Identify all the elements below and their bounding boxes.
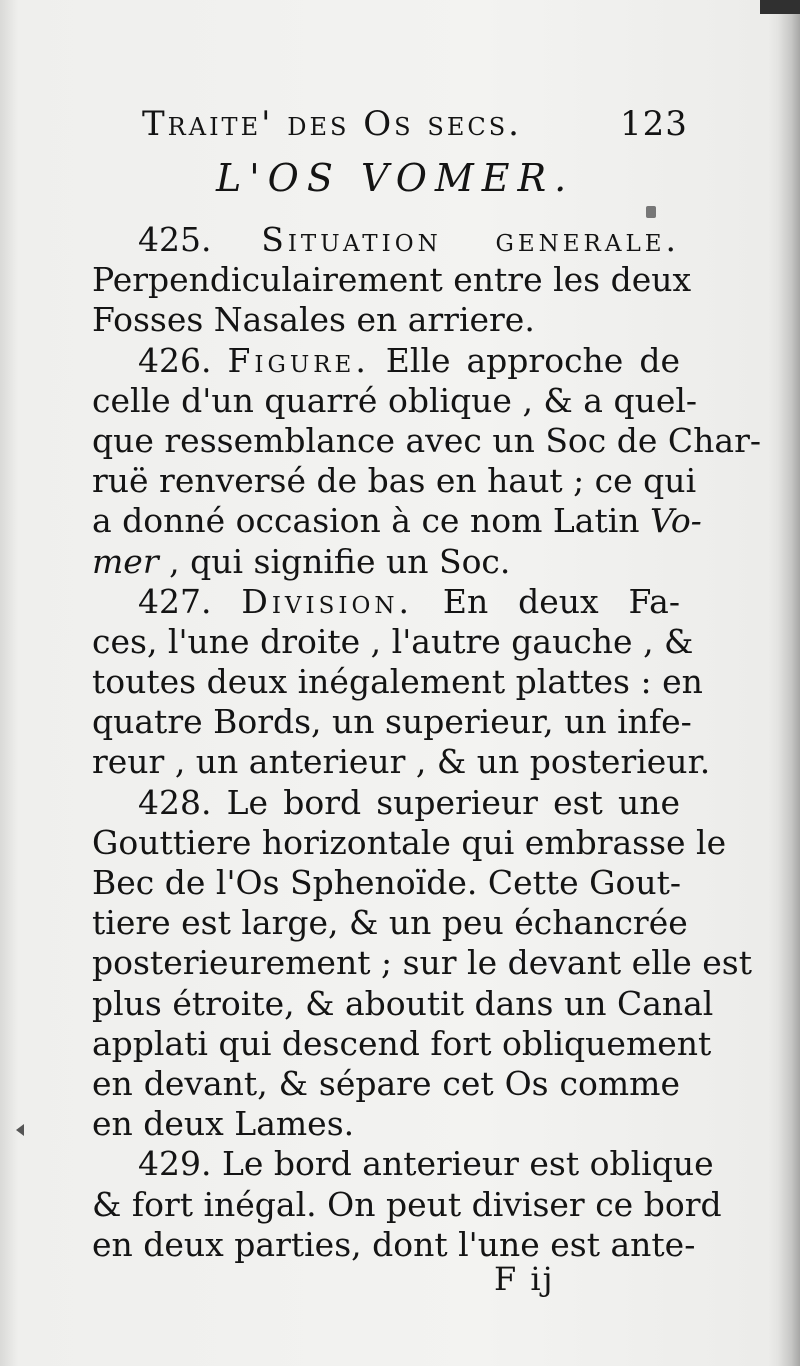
paragraph-heading: Figure. <box>227 340 370 380</box>
margin-mark <box>16 1124 24 1136</box>
text-line: Perpendiculairement entre les deux <box>92 260 692 300</box>
text-line: Bec de l'Os Sphenoïde. Cette Gout- <box>92 863 682 902</box>
paragraph-number: 428. <box>138 782 212 822</box>
text-line: en devant, & sépare cet Os comme <box>92 1063 680 1103</box>
paragraph-number: 426. <box>138 340 212 380</box>
text-line: tiere est large, & un peu échancrée <box>92 903 688 943</box>
text-line: que ressemblance avec un Soc de Char- <box>92 420 762 460</box>
running-head-title: Traite' des Os secs. <box>142 104 522 144</box>
latin-word-part: Vo- <box>650 501 702 541</box>
running-head <box>142 104 702 144</box>
text-line: Gouttiere horizontale qui embrasse le <box>92 822 727 862</box>
text-line: ruë renversé de bas en haut ; ce qui <box>92 461 697 501</box>
text-line: plus étroite, & aboutit dans un Canal <box>92 983 714 1023</box>
text-line: & fort inégal. On peut diviser ce bord <box>92 1184 722 1224</box>
latin-word-part: mer <box>92 541 159 581</box>
paragraph-number: 425. <box>138 220 212 259</box>
paragraph-429-line-1 <box>92 1144 714 1184</box>
text-span: Le bord anterieur est oblique <box>221 1144 714 1184</box>
text-span: Le bord superieur est une <box>226 782 680 822</box>
text-line: reur , un anterieur , & un posterieur. <box>92 742 711 782</box>
text-line: en deux Lames. <box>92 1104 355 1144</box>
text-line: posterieurement ; sur le devant elle est <box>92 943 752 983</box>
page-edge-shadow <box>778 0 800 1366</box>
page-number: 123 <box>620 104 688 144</box>
paragraph-425-line-1 <box>92 220 680 260</box>
text-line: quatre Bords, un superieur, un infe- <box>92 702 692 742</box>
scan-corner <box>760 0 800 14</box>
paragraph-heading: Division. <box>241 581 413 621</box>
text-span: Elle approche de <box>385 340 680 380</box>
signature-mark: F ij <box>494 1260 555 1298</box>
text-line: celle d'un quarré oblique , & a quel- <box>92 380 698 420</box>
paragraph-heading: Situation generale. <box>261 220 680 259</box>
text-span: , qui signifie un Soc. <box>169 541 511 581</box>
text-line: applati qui descend fort obliquement <box>92 1023 712 1063</box>
paragraph-number: 427. <box>138 581 212 621</box>
paragraph-427-line-1 <box>92 582 680 622</box>
text-span: a donné occasion à ce nom Latin <box>92 501 640 541</box>
paragraph-428-line-1 <box>92 783 680 823</box>
section-title: L'OS VOMER. <box>216 156 575 200</box>
text-line: toutes deux inégalement plattes : en <box>92 662 703 702</box>
body-text <box>92 220 762 1265</box>
text-line: ces, l'une droite , l'autre gauche , & <box>92 621 694 661</box>
paragraph-426-line-1 <box>92 341 680 381</box>
ink-spot <box>646 206 656 218</box>
text-line <box>92 501 702 541</box>
text-span: En deux Fa- <box>442 581 680 621</box>
text-line: Fosses Nasales en arriere. <box>92 300 535 340</box>
text-line: en deux parties, dont l'une est ante- <box>92 1224 696 1264</box>
text-line <box>92 542 680 582</box>
paragraph-number: 429. <box>138 1144 212 1184</box>
